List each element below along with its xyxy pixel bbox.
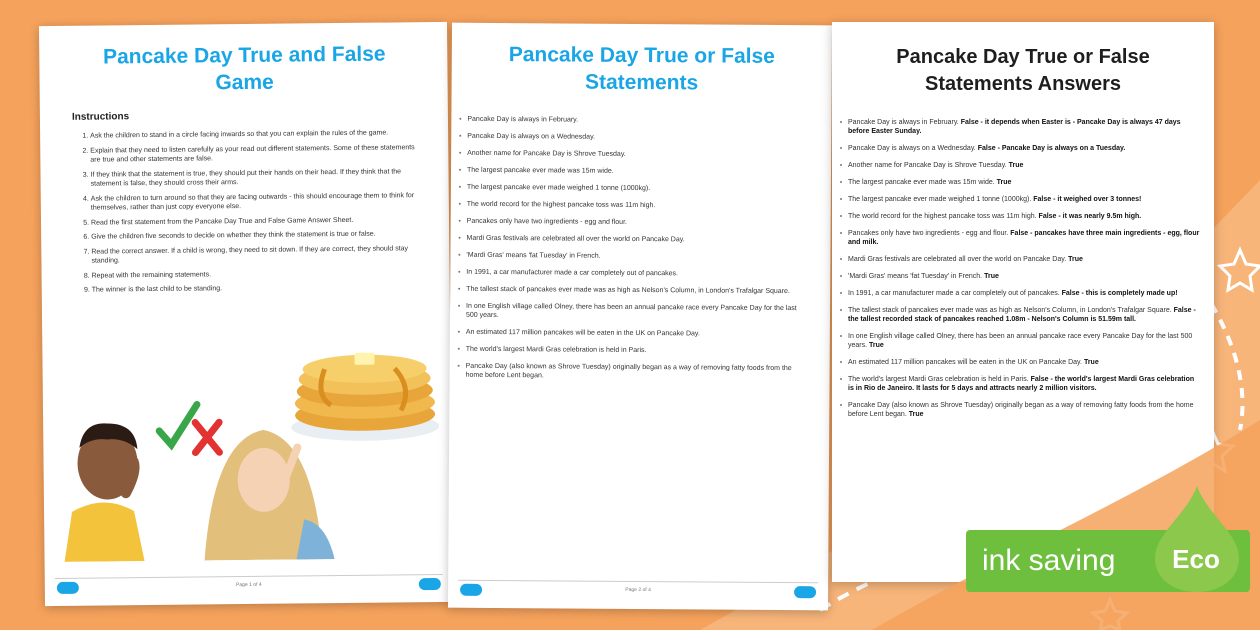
page-title: Pancake Day True or False Statements Answers: [896, 46, 1150, 95]
list-item: Pancake Day is always in February.: [459, 115, 811, 126]
page-footer: [448, 574, 828, 603]
list-item: 7. Read the correct answer. If a child is wrong, they need to sit down. If they are correct, they should stay standing.: [91, 244, 421, 266]
list-item: Pancakes only have two ingredients - egg and flour.: [459, 217, 811, 228]
twinkl-logo-icon: [794, 586, 816, 598]
page-footer: [45, 568, 453, 598]
list-item: The largest pancake ever made was 15m wide. True: [840, 178, 1200, 187]
statements-list: [457, 115, 811, 390]
list-item: 2. Explain that they need to listen carefully as your read out different statements. Some of these statements are true and other statements are false.: [90, 143, 420, 165]
list-item: 1. Ask the children to stand in a circle facing inwards so that you can explain the rules of the game.: [90, 128, 420, 141]
list-item: Mardi Gras festivals are celebrated all over the world on Pancake Day. True: [840, 255, 1200, 264]
list-item: In 1991, a car manufacturer made a car completely out of pancakes.: [458, 268, 810, 279]
page-title: Pancake Day True and False Game: [102, 42, 386, 95]
list-item: The world record for the highest pancake toss was 11m high.: [459, 200, 811, 211]
list-item: The tallest stack of pancakes ever made was as high as Nelson's Column, in London's Trafalgar Square. False - the tallest recorded stack of pancakes reached 1.08m - Nelson's Column is 51.59m tall.: [840, 306, 1200, 324]
list-item: The world's largest Mardi Gras celebration is held in Paris.: [458, 345, 810, 356]
list-item: 9. The winner is the last child to be standing.: [92, 282, 422, 295]
list-item: The largest pancake ever made was 15m wide.: [459, 166, 811, 177]
list-item: 'Mardi Gras' means 'fat Tuesday' in French. True: [840, 272, 1200, 281]
list-item: 6. Give the children five seconds to decide on whether they think the statement is true or false.: [91, 229, 421, 242]
list-item: An estimated 117 million pancakes will be eaten in the UK on Pancake Day. True: [840, 358, 1200, 367]
list-item: The tallest stack of pancakes ever made was as high as Nelson's Column, in London's Trafalgar Square.: [458, 285, 810, 296]
list-item: Pancake Day (also known as Shrove Tuesday) originally began as a way of removing fatty foods from the home before Lent began. True: [840, 401, 1200, 419]
list-item: Mardi Gras festivals are celebrated all over the world on Pancake Day.: [459, 234, 811, 245]
twinkl-logo-icon: [419, 578, 441, 590]
worksheet-page-2: [448, 23, 832, 611]
list-item: In one English village called Olney, there has been an annual pancake race every Pancake Day for the last 500 years.: [458, 302, 810, 322]
page-number: Page 2 of 4: [625, 586, 651, 594]
ink-saving-label: ink saving: [982, 544, 1116, 577]
instructions-heading: Instructions: [71, 111, 130, 123]
list-item: Another name for Pancake Day is Shrove Tuesday. True: [840, 161, 1200, 170]
list-item: 3. If they think that the statement is true, they should put their hands on their head. If they think that the statement is false, they should cross their arms.: [90, 167, 420, 189]
list-item: The largest pancake ever made weighed 1 tonne (1000kg). False - it weighed over 3 tonnes!: [840, 195, 1200, 204]
instructions-list: [72, 128, 422, 300]
list-item: Pancake Day is always in February. False - it depends when Easter is - Pancake Day is always 47 days before Easter Sunday.: [840, 118, 1200, 136]
list-item: In 1991, a car manufacturer made a car completely out of pancakes. False - this is completely made up!: [840, 289, 1200, 298]
list-item: 4. Ask the children to turn around so that they are facing outwards - this should encourage them to think for themselves, rather than just copy everyone else.: [91, 191, 421, 213]
children-illustration: [63, 399, 335, 562]
worksheet-page-1: [39, 22, 453, 606]
list-item: The world record for the highest pancake toss was 11m high. False - it was nearly 9.5m high.: [840, 212, 1200, 221]
list-item: Another name for Pancake Day is Shrove Tuesday.: [459, 149, 811, 160]
eco-label: Eco: [1172, 544, 1220, 574]
page-title: Pancake Day True or False Statements: [508, 43, 775, 95]
list-item: The largest pancake ever made weighed 1 tonne (1000kg).: [459, 183, 811, 194]
page-number: Page 1 of 4: [236, 581, 262, 589]
list-item: The world's largest Mardi Gras celebration is held in Paris. False - the world's largest Mardi Gras celebration is in Rio de Janeiro. It lasts for 5 days and attracts nearly 2 million visitors.: [840, 375, 1200, 393]
list-item: 8. Repeat with the remaining statements.: [92, 268, 422, 281]
list-item: Pancakes only have two ingredients - egg and flour. False - pancakes have three main ingredients - egg, flour and milk.: [840, 229, 1200, 247]
list-item: In one English village called Olney, there has been an annual pancake race every Pancake Day for the last 500 years. True: [840, 332, 1200, 350]
list-item: 5. Read the first statement from the Pancake Day True and False Game Answer Sheet.: [91, 215, 421, 228]
ink-drop-icon: [1147, 484, 1247, 594]
list-item: Pancake Day (also known as Shrove Tuesday) originally began as a way of removing fatty foods from the home before Lent began.: [458, 362, 810, 382]
list-item: Pancake Day is always on a Wednesday.: [459, 132, 811, 143]
list-item: 'Mardi Gras' means 'fat Tuesday' in French.: [458, 251, 810, 262]
list-item: An estimated 117 million pancakes will be eaten in the UK on Pancake Day.: [458, 328, 810, 339]
list-item: Pancake Day is always on a Wednesday. False - Pancake Day is always on a Tuesday.: [840, 144, 1200, 153]
